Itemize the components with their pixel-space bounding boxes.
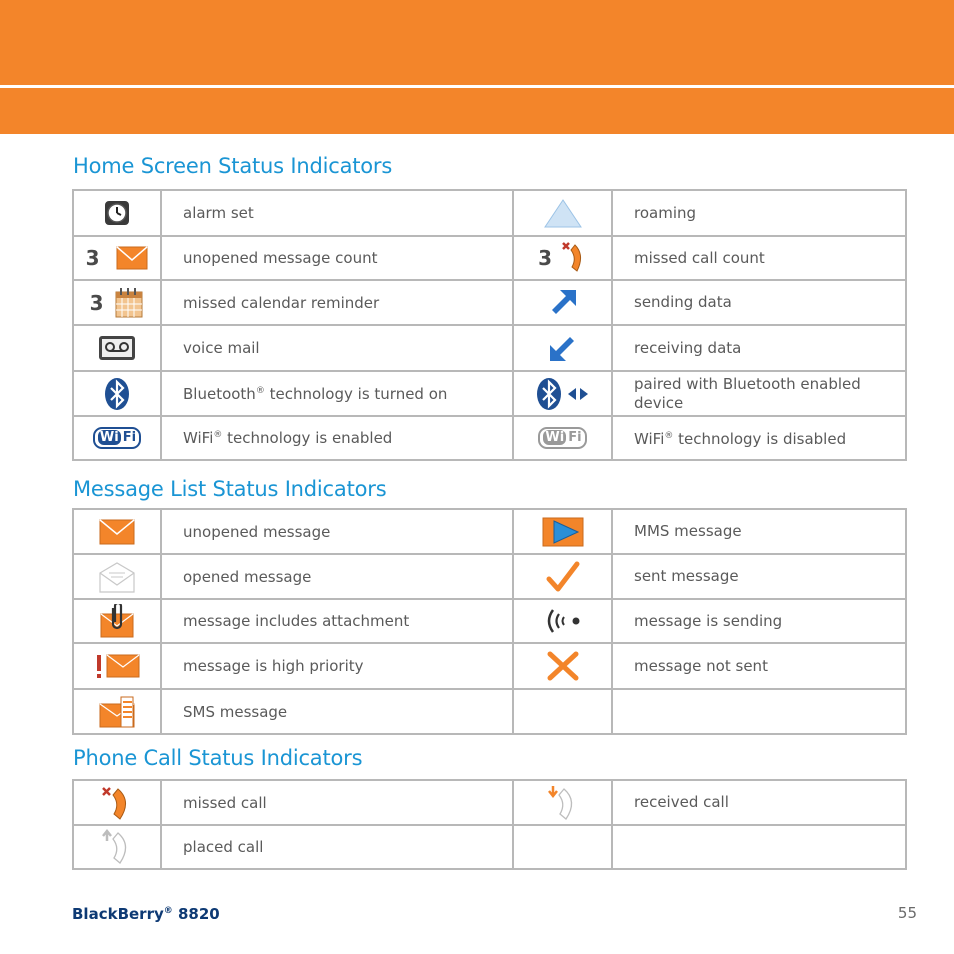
list-item: unopened message count [161, 236, 513, 280]
header-band-bottom [0, 88, 954, 134]
wifi-label-rest: technology is enabled [222, 429, 393, 447]
count-digit: 3 [89, 290, 104, 315]
home-section-title: Home Screen Status Indicators [73, 154, 393, 178]
sending-signal-icon [543, 608, 583, 634]
bluetooth-icon [104, 377, 130, 411]
list-item: missed call [161, 780, 513, 825]
table-row [73, 689, 906, 734]
attachment-icon [100, 604, 134, 638]
list-item: unopened message [161, 509, 513, 554]
phone-section-title: Phone Call Status Indicators [73, 746, 363, 770]
count-digit: 3 [85, 246, 100, 270]
list-item: opened message [161, 554, 513, 599]
not-sent-x-icon [546, 650, 580, 682]
footer-product-name [72, 905, 220, 923]
list-item: receiving data [612, 325, 906, 371]
list-item: sent message [612, 554, 906, 599]
paired-arrows-icon [567, 387, 589, 401]
list-item: paired with Bluetooth enabled device [612, 371, 906, 416]
list-item: SMS message [161, 689, 513, 734]
wifi-label-text: WiFi [634, 430, 665, 448]
phone-indicators-table [72, 779, 907, 870]
alarm-clock-icon [102, 198, 132, 228]
table-row [73, 509, 906, 554]
table-row [73, 280, 906, 325]
list-item: message is high priority [161, 643, 513, 689]
list-item: placed call [161, 825, 513, 869]
page-number: 55 [897, 904, 917, 922]
registered-mark: ® [664, 431, 674, 441]
table-row [73, 416, 906, 460]
list-item [612, 416, 906, 460]
list-item: missed calendar reminder [161, 280, 513, 325]
received-call-icon [546, 785, 580, 821]
table-row [73, 599, 906, 643]
table-row [73, 643, 906, 689]
home-indicators-table [72, 189, 907, 461]
registered-mark: ® [163, 906, 173, 916]
list-item: message is sending [612, 599, 906, 643]
roaming-triangle-icon [543, 198, 583, 228]
mms-message-icon [542, 517, 584, 547]
registered-mark: ® [255, 385, 265, 396]
list-item: voice mail [161, 325, 513, 371]
table-row [73, 371, 906, 416]
table-row [73, 236, 906, 280]
checkmark-icon [546, 561, 580, 593]
missed-call-icon [557, 241, 587, 275]
table-row [73, 554, 906, 599]
voice-mail-icon [98, 335, 136, 361]
list-item: MMS message [612, 509, 906, 554]
list-item: roaming [612, 190, 906, 236]
wifi-badge-fi: Fi [568, 430, 582, 445]
footer-model: 8820 [172, 905, 220, 923]
list-item [612, 689, 906, 734]
list-item: sending data [612, 280, 906, 325]
wifi-enabled-icon [93, 427, 141, 449]
high-priority-icon [94, 653, 140, 679]
missed-call-icon [100, 785, 134, 821]
count-digit: 3 [538, 246, 553, 270]
sms-message-icon [99, 696, 135, 728]
wifi-disabled-icon [538, 427, 586, 449]
list-item: message includes attachment [161, 599, 513, 643]
opened-message-icon [99, 561, 135, 593]
wifi-badge-wi: Wi [545, 430, 565, 445]
calendar-icon [114, 287, 144, 319]
header-band-top [0, 0, 954, 85]
list-item [612, 825, 906, 869]
wifi-badge-wi: Wi [99, 430, 119, 445]
list-item: missed call count [612, 236, 906, 280]
list-item [161, 371, 513, 416]
sending-data-arrow-icon [548, 288, 578, 318]
receiving-data-arrow-icon [548, 333, 578, 363]
registered-mark: ® [213, 430, 223, 440]
table-row [73, 190, 906, 236]
envelope-icon [116, 245, 148, 271]
list-item: alarm set [161, 190, 513, 236]
list-item: received call [612, 780, 906, 825]
list-item: message not sent [612, 643, 906, 689]
footer-brand: BlackBerry [72, 905, 164, 923]
table-row [73, 780, 906, 825]
unopened-message-icon [99, 519, 135, 545]
bluetooth-label-rest: technology is turned on [264, 384, 448, 403]
wifi-badge-fi: Fi [122, 430, 137, 445]
wifi-label-rest: technology is disabled [673, 430, 847, 448]
table-row [73, 825, 906, 869]
wifi-label-text: WiFi [183, 429, 214, 447]
placed-call-icon [100, 829, 134, 865]
list-item [161, 416, 513, 460]
table-row [73, 325, 906, 371]
bluetooth-label-text: Bluetooth [183, 384, 256, 403]
bluetooth-paired-icon [536, 377, 562, 411]
message-section-title: Message List Status Indicators [73, 477, 387, 501]
message-indicators-table [72, 508, 907, 735]
